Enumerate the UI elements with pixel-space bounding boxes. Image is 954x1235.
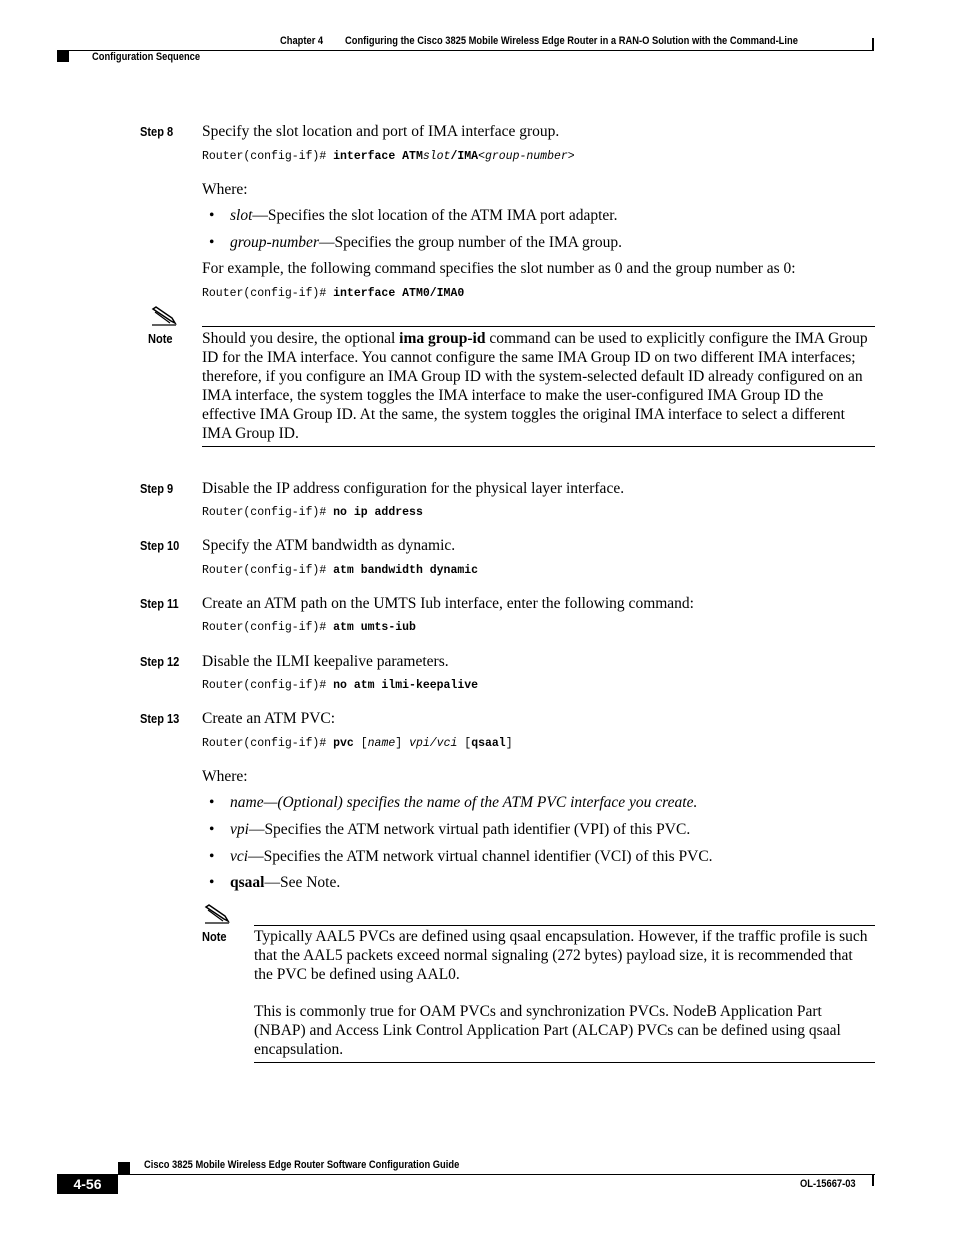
footer-tick xyxy=(872,1174,874,1186)
note-2-bottom-rule xyxy=(254,1062,875,1063)
note-1-bottom-rule xyxy=(202,446,875,447)
step-9-code: Router(config-if)# no ip address xyxy=(202,506,423,519)
step-12-label: Step 12 xyxy=(140,654,180,669)
step-13-where: Where: xyxy=(202,768,248,785)
page-number-box xyxy=(57,1174,118,1194)
step-8-text: Specify the slot location and port of IMA interface group. xyxy=(202,123,560,140)
guide-title: Cisco 3825 Mobile Wireless Edge Router Software Configuration Guide xyxy=(144,1159,460,1171)
step-8-example: For example, the following command specifies the slot number as 0 and the group number as 0: xyxy=(202,260,796,277)
step-9-label: Step 9 xyxy=(140,481,174,496)
step-13-bullet-vci: • vci—Specifies the ATM network virtual channel identifier (VCI) of this PVC. xyxy=(209,848,713,865)
footer-rule xyxy=(118,1174,875,1175)
note-2-para-1: Typically AAL5 PVCs are defined using qsaal encapsulation. However, if the traffic profile is such that the AAL5 packets exceed normal signaling (272 bytes) payload size, it is recommended that the PVC be defined using AAL0. xyxy=(254,928,868,983)
step-8-bullet-group-number: • group-number—Specifies the group number of the IMA group. xyxy=(209,234,623,251)
step-8-bullet-slot: • slot—Specifies the slot location of the ATM IMA port adapter. xyxy=(209,207,618,224)
note-pencil-icon xyxy=(203,904,231,924)
doc-id: OL-15667-03 xyxy=(800,1178,856,1190)
note-1-label: Note xyxy=(148,331,173,346)
note-1-top-rule xyxy=(202,326,875,327)
step-13-bullet-vpi: • vpi—Specifies the ATM network virtual path identifier (VPI) of this PVC. xyxy=(209,821,691,838)
page-number: 4-56 xyxy=(73,1176,102,1192)
step-13-code: Router(config-if)# pvc [name] vpi/vci [qsaal] xyxy=(202,737,513,750)
section-title: Configuration Sequence xyxy=(92,51,201,63)
step-9-text: Disable the IP address configuration for the physical layer interface. xyxy=(202,480,625,497)
note-2-label: Note xyxy=(202,929,227,944)
step-8-where: Where: xyxy=(202,181,248,198)
note-pencil-icon xyxy=(150,306,178,326)
step-13-label: Step 13 xyxy=(140,711,180,726)
step-8-example-code: Router(config-if)# interface ATM0/IMA0 xyxy=(202,287,465,300)
step-12-text: Disable the ILMI keepalive parameters. xyxy=(202,653,449,670)
header-square xyxy=(57,50,69,62)
note-2-para-2: This is commonly true for OAM PVCs and synchronization PVCs. NodeB Application Part (NBAP) and Access Link Control Application Part (ALCAP) PVCs can be defined using qsaal encapsulation. xyxy=(254,1003,841,1058)
step-11-text: Create an ATM path on the UMTS Iub interface, enter the following command: xyxy=(202,595,694,612)
note-2-top-rule xyxy=(254,925,875,926)
header-tick xyxy=(872,38,874,50)
step-13-bullet-name: • name—(Optional) specifies the name of the ATM PVC interface you create. xyxy=(209,794,698,811)
step-8-label: Step 8 xyxy=(140,124,174,139)
step-13-bullet-qsaal: • qsaal—See Note. xyxy=(209,874,341,891)
chapter-number: Chapter 4 xyxy=(280,35,324,47)
chapter-title: Configuring the Cisco 3825 Mobile Wireless Edge Router in a RAN-O Solution with the Command-Line xyxy=(345,35,798,47)
step-8-code: Router(config-if)# interface ATMslot/IMA<group-number> xyxy=(202,150,575,163)
step-11-label: Step 11 xyxy=(140,596,179,611)
note-1-text: Should you desire, the optional ima group-id command can be used to explicitly configure the IMA Group ID for the IMA interface. You cannot configure the same IMA Group ID on two different IMA interfaces; therefore, if you configure an IMA Group ID with the system-selected default ID already configured on an IMA interface, the system toggles the IMA interface to make the user-configured IMA Group ID the effective IMA Group ID. At the same, the system toggles the original IMA interface to select a different IMA Group ID. xyxy=(202,330,868,442)
step-10-text: Specify the ATM bandwidth as dynamic. xyxy=(202,537,456,554)
step-10-label: Step 10 xyxy=(140,538,180,553)
step-12-code: Router(config-if)# no atm ilmi-keepalive xyxy=(202,679,479,692)
step-11-code: Router(config-if)# atm umts-iub xyxy=(202,621,416,634)
footer-square xyxy=(118,1162,130,1174)
step-10-code: Router(config-if)# atm bandwidth dynamic xyxy=(202,564,479,577)
step-13-text: Create an ATM PVC: xyxy=(202,710,336,727)
